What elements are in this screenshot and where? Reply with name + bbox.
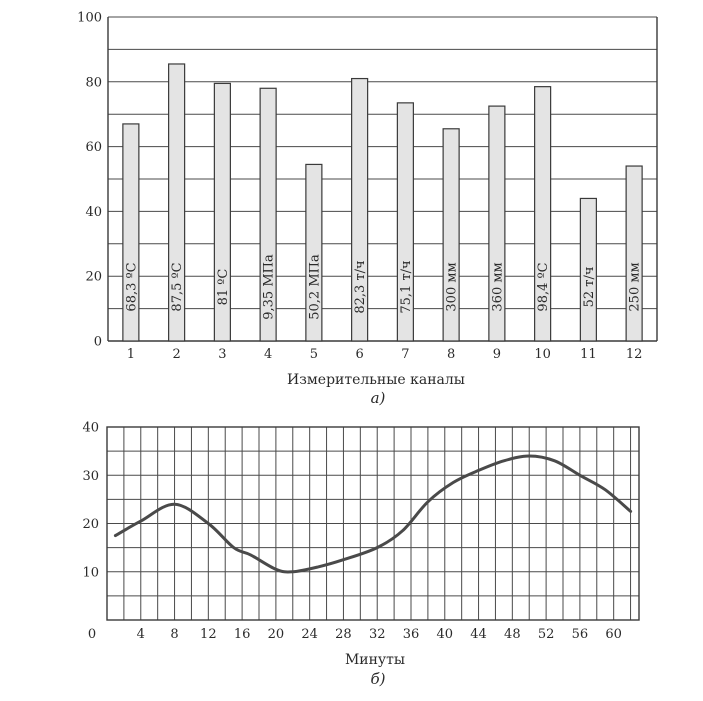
- bar-data-label: 75,1 т/ч: [398, 260, 414, 314]
- bar-data-label: 300 мм: [444, 262, 460, 312]
- line-x-tick-label: 40: [436, 627, 454, 642]
- bar-x-tick-label: 6: [355, 347, 364, 362]
- line-y-tick-label: 10: [82, 565, 99, 581]
- bar-x-tick-label: 3: [218, 347, 227, 362]
- bar-data-label: 50,2 МПа: [307, 254, 323, 320]
- bar-x-tick-label: 5: [309, 347, 319, 362]
- line-chart-caption: б): [370, 670, 386, 688]
- bar-y-tick-label: 100: [77, 10, 102, 26]
- line-x-tick-label: 8: [170, 627, 179, 642]
- bar-chart-bars: [123, 64, 642, 341]
- bar-x-tick-label: 9: [492, 347, 502, 362]
- line-x-tick-label: 32: [368, 627, 386, 642]
- line-chart-x-axis-label: Минуты: [344, 652, 406, 668]
- bar-data-label: 81 ºC: [215, 268, 231, 306]
- bar-x-tick-label: 11: [580, 347, 597, 362]
- bar-chart-data-labels: [124, 254, 642, 320]
- line-y-tick-label: 20: [82, 517, 99, 532]
- bar-data-label: 98,4 ºC: [536, 262, 552, 312]
- line-y-tick-label: 30: [82, 468, 99, 484]
- bar-chart-x-ticks: [127, 347, 643, 362]
- bar-y-tick-label: 60: [85, 140, 102, 156]
- line-chart-series: [115, 456, 630, 572]
- bar-data-label: 52 т/ч: [581, 266, 597, 308]
- line-y-tick-label: 40: [82, 420, 99, 436]
- line-series-curve: [115, 456, 630, 572]
- line-chart-x-ticks: [88, 627, 622, 642]
- line-chart: [82, 421, 639, 689]
- bar-chart-x-axis-label: Измерительные каналы: [287, 372, 465, 388]
- line-x-tick-label: 28: [335, 627, 352, 642]
- bar-y-tick-label: 80: [85, 75, 102, 91]
- line-x-tick-label: 16: [233, 627, 251, 642]
- line-x-tick-label: 0: [87, 627, 97, 642]
- line-x-tick-label: 4: [136, 627, 145, 642]
- line-chart-grid: [107, 427, 639, 620]
- bar-data-label: 9,35 МПа: [261, 254, 277, 320]
- line-x-tick-label: 12: [200, 627, 217, 642]
- line-x-tick-label: 44: [470, 627, 487, 642]
- bar-chart-grid: [108, 17, 657, 341]
- bar-x-tick-label: 10: [534, 347, 551, 362]
- bar-x-tick-label: 2: [172, 347, 181, 362]
- bar-data-label: 360 мм: [490, 262, 506, 312]
- bar-data-label: 87,5 ºC: [170, 262, 186, 312]
- bar-y-tick-label: 40: [85, 204, 102, 220]
- line-x-tick-label: 60: [605, 627, 622, 642]
- line-x-tick-label: 48: [504, 627, 521, 642]
- bar-y-tick-label: 20: [85, 269, 102, 285]
- bar-y-tick-label: 0: [93, 334, 102, 350]
- line-x-tick-label: 56: [571, 627, 589, 642]
- line-x-tick-label: 20: [267, 627, 285, 642]
- line-chart-y-ticks: [82, 421, 99, 581]
- bar-data-label: 250 мм: [627, 262, 643, 312]
- bar-x-tick-label: 7: [401, 347, 410, 362]
- bar-data-label: 68,3 ºC: [124, 262, 140, 312]
- bar-x-tick-label: 4: [263, 347, 273, 362]
- bar-x-tick-label: 8: [446, 347, 456, 362]
- bar-chart-y-ticks: [77, 11, 102, 350]
- line-x-tick-label: 36: [402, 627, 420, 642]
- bar-x-tick-label: 12: [625, 347, 643, 362]
- bar-x-tick-label: 1: [126, 347, 136, 362]
- bar: [626, 166, 642, 341]
- line-x-tick-label: 52: [537, 627, 555, 642]
- bar-data-label: 82,3 т/ч: [353, 260, 369, 314]
- line-x-tick-label: 24: [301, 627, 318, 642]
- bar-chart: [77, 11, 657, 408]
- bar-chart-caption: а): [370, 389, 386, 407]
